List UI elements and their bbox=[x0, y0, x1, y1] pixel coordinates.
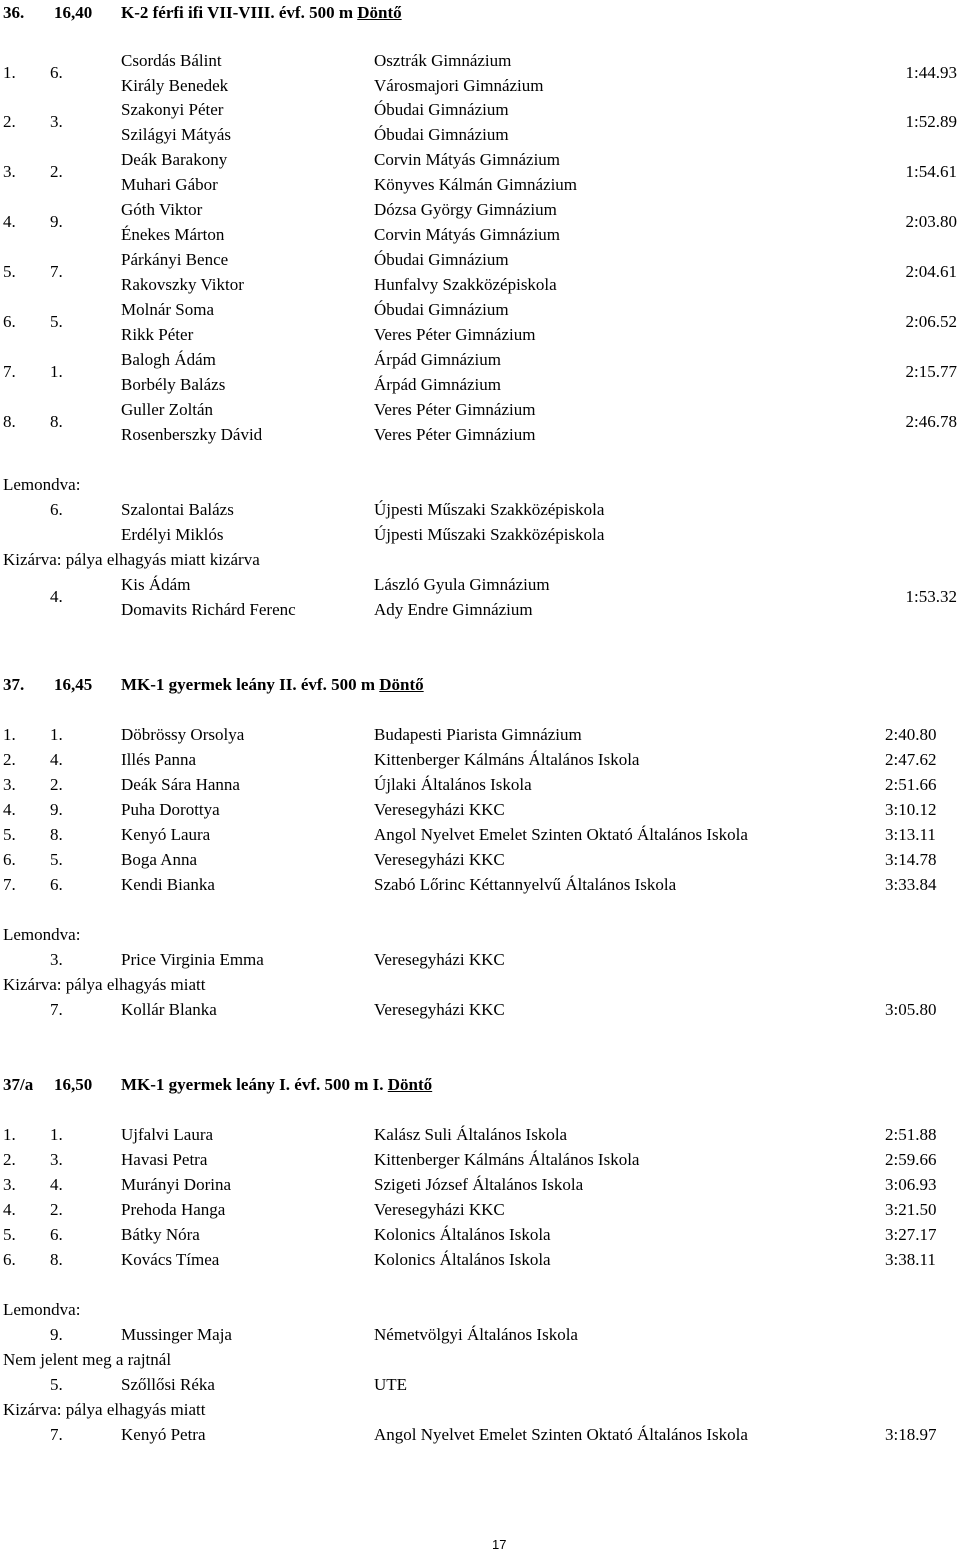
lane: 1. bbox=[50, 362, 63, 381]
school-name: Óbudai Gimnázium bbox=[374, 300, 509, 319]
event-time: 16,45 bbox=[54, 675, 93, 694]
result-time: 3:14.78 bbox=[885, 850, 937, 869]
place: 2. bbox=[3, 750, 16, 769]
place: 6. bbox=[3, 850, 16, 869]
school-name: Osztrák Gimnázium bbox=[374, 51, 512, 70]
lane: 6. bbox=[50, 1225, 63, 1244]
athlete-name: Price Virginia Emma bbox=[121, 950, 264, 969]
result-time: 2:47.62 bbox=[885, 750, 937, 769]
lane: 8. bbox=[50, 1250, 63, 1269]
lane: 9. bbox=[50, 1325, 63, 1344]
athlete-name: Párkányi Bence bbox=[121, 250, 229, 269]
athlete-name: Rosenberszky Dávid bbox=[121, 425, 263, 444]
athlete-name: Guller Zoltán bbox=[121, 400, 214, 419]
athlete-name: Domavits Richárd Ferenc bbox=[121, 600, 296, 619]
school-name: Corvin Mátyás Gimnázium bbox=[374, 150, 561, 169]
lane: 6. bbox=[50, 875, 63, 894]
lane: 7. bbox=[50, 262, 63, 281]
athlete-name: Havasi Petra bbox=[121, 1150, 208, 1169]
school-name: Németvölgyi Általános Iskola bbox=[374, 1325, 578, 1344]
school-name: Városmajori Gimnázium bbox=[374, 76, 544, 95]
lane: 6. bbox=[50, 63, 63, 82]
athlete-name: Mussinger Maja bbox=[121, 1325, 232, 1344]
school-name: Könyves Kálmán Gimnázium bbox=[374, 175, 578, 194]
result-time: 1:44.93 bbox=[905, 63, 957, 82]
result-time: 1:54.61 bbox=[905, 162, 957, 181]
lane: 5. bbox=[50, 1375, 63, 1394]
event-title: K-2 férfi ifi VII-VIII. évf. 500 m Döntő bbox=[121, 3, 402, 22]
event-title: MK-1 gyermek leány I. évf. 500 m I. Döntő bbox=[121, 1075, 433, 1094]
note-label: Lemondva: bbox=[3, 475, 81, 494]
school-name: Óbudai Gimnázium bbox=[374, 100, 509, 119]
lane: 9. bbox=[50, 212, 63, 231]
lane: 8. bbox=[50, 412, 63, 431]
place: 6. bbox=[3, 312, 16, 331]
result-time: 1:53.32 bbox=[905, 587, 957, 606]
result-time: 2:40.80 bbox=[885, 725, 937, 744]
lane: 5. bbox=[50, 850, 63, 869]
place: 1. bbox=[3, 1125, 16, 1144]
result-time: 3:38.11 bbox=[885, 1250, 936, 1269]
athlete-name: Kis Ádám bbox=[121, 575, 191, 594]
note-label: Kizárva: pálya elhagyás miatt kizárva bbox=[3, 550, 260, 569]
place: 4. bbox=[3, 1200, 16, 1219]
lane: 2. bbox=[50, 1200, 63, 1219]
lane: 9. bbox=[50, 800, 63, 819]
page-number: 17 bbox=[492, 1537, 507, 1552]
place: 6. bbox=[3, 1250, 16, 1269]
athlete-name: Rakovszky Viktor bbox=[121, 275, 244, 294]
school-name: Óbudai Gimnázium bbox=[374, 125, 509, 144]
school-name: Kittenberger Kálmáns Általános Iskola bbox=[374, 750, 640, 769]
place: 7. bbox=[3, 362, 16, 381]
athlete-name: Csordás Bálint bbox=[121, 51, 222, 70]
result-time: 3:27.17 bbox=[885, 1225, 937, 1244]
athlete-name: Szilágyi Mátyás bbox=[121, 125, 232, 144]
note-label: Lemondva: bbox=[3, 925, 81, 944]
lane: 2. bbox=[50, 775, 63, 794]
athlete-name: Murányi Dorina bbox=[121, 1175, 232, 1194]
event-title: MK-1 gyermek leány II. évf. 500 m Döntő bbox=[121, 675, 424, 694]
school-name: Ady Endre Gimnázium bbox=[374, 600, 533, 619]
school-name: Angol Nyelvet Emelet Szinten Oktató Általános Iskola bbox=[374, 825, 748, 844]
event-number: 37/a bbox=[3, 1075, 34, 1094]
athlete-name: Molnár Soma bbox=[121, 300, 215, 319]
place: 5. bbox=[3, 825, 16, 844]
school-name: Óbudai Gimnázium bbox=[374, 250, 509, 269]
place: 4. bbox=[3, 212, 16, 231]
athlete-name: Borbély Balázs bbox=[121, 375, 226, 394]
lane: 5. bbox=[50, 312, 63, 331]
note-label: Lemondva: bbox=[3, 1300, 81, 1319]
lane: 3. bbox=[50, 950, 63, 969]
lane: 1. bbox=[50, 1125, 63, 1144]
school-name: Veres Péter Gimnázium bbox=[374, 325, 536, 344]
note-label: Kizárva: pálya elhagyás miatt bbox=[3, 975, 206, 994]
result-time: 2:03.80 bbox=[905, 212, 957, 231]
result-time: 2:59.66 bbox=[885, 1150, 937, 1169]
school-name: Újpesti Műszaki Szakközépiskola bbox=[374, 525, 605, 544]
place: 1. bbox=[3, 725, 16, 744]
result-time: 2:46.78 bbox=[905, 412, 957, 431]
lane: 1. bbox=[50, 725, 63, 744]
school-name: Kolonics Általános Iskola bbox=[374, 1225, 551, 1244]
athlete-name: Góth Viktor bbox=[121, 200, 203, 219]
result-time: 2:04.61 bbox=[905, 262, 957, 281]
place: 5. bbox=[3, 262, 16, 281]
place: 3. bbox=[3, 162, 16, 181]
athlete-name: Ujfalvi Laura bbox=[121, 1125, 214, 1144]
athlete-name: Boga Anna bbox=[121, 850, 198, 869]
event-number: 37. bbox=[3, 675, 25, 694]
school-name: Árpád Gimnázium bbox=[374, 350, 501, 369]
athlete-name: Illés Panna bbox=[121, 750, 197, 769]
school-name: Kalász Suli Általános Iskola bbox=[374, 1125, 568, 1144]
athlete-name: Balogh Ádám bbox=[121, 350, 216, 369]
lane: 4. bbox=[50, 587, 63, 606]
note-label: Nem jelent meg a rajtnál bbox=[3, 1350, 172, 1369]
athlete-name: Kenyó Petra bbox=[121, 1425, 206, 1444]
lane: 3. bbox=[50, 112, 63, 131]
result-time: 2:06.52 bbox=[905, 312, 957, 331]
result-time: 3:10.12 bbox=[885, 800, 937, 819]
athlete-name: Kovács Tímea bbox=[121, 1250, 220, 1269]
athlete-name: Deák Sára Hanna bbox=[121, 775, 240, 794]
result-time: 3:21.50 bbox=[885, 1200, 937, 1219]
place: 4. bbox=[3, 800, 16, 819]
event-time: 16,50 bbox=[54, 1075, 93, 1094]
result-time: 3:06.93 bbox=[885, 1175, 937, 1194]
athlete-name: Deák Barakony bbox=[121, 150, 228, 169]
school-name: Hunfalvy Szakközépiskola bbox=[374, 275, 557, 294]
school-name: Veresegyházi KKC bbox=[374, 1000, 505, 1019]
result-time: 2:15.77 bbox=[905, 362, 957, 381]
lane: 3. bbox=[50, 1150, 63, 1169]
school-name: Veresegyházi KKC bbox=[374, 950, 505, 969]
place: 1. bbox=[3, 63, 16, 82]
lane: 2. bbox=[50, 162, 63, 181]
school-name: Corvin Mátyás Gimnázium bbox=[374, 225, 561, 244]
school-name: Újpesti Műszaki Szakközépiskola bbox=[374, 500, 605, 519]
school-name: Kittenberger Kálmáns Általános Iskola bbox=[374, 1150, 640, 1169]
place: 3. bbox=[3, 1175, 16, 1194]
athlete-name: Rikk Péter bbox=[121, 325, 194, 344]
school-name: Dózsa György Gimnázium bbox=[374, 200, 557, 219]
school-name: Angol Nyelvet Emelet Szinten Oktató Általános Iskola bbox=[374, 1425, 748, 1444]
athlete-name: Szakonyi Péter bbox=[121, 100, 224, 119]
event-time: 16,40 bbox=[54, 3, 93, 22]
school-name: Veres Péter Gimnázium bbox=[374, 400, 536, 419]
lane: 7. bbox=[50, 1425, 63, 1444]
athlete-name: Király Benedek bbox=[121, 76, 229, 95]
school-name: Veresegyházi KKC bbox=[374, 850, 505, 869]
event-number: 36. bbox=[3, 3, 25, 22]
result-time: 1:52.89 bbox=[905, 112, 957, 131]
athlete-name: Szalontai Balázs bbox=[121, 500, 234, 519]
athlete-name: Kenyó Laura bbox=[121, 825, 211, 844]
athlete-name: Prehoda Hanga bbox=[121, 1200, 226, 1219]
athlete-name: Bátky Nóra bbox=[121, 1225, 200, 1244]
school-name: Veresegyházi KKC bbox=[374, 1200, 505, 1219]
lane: 7. bbox=[50, 1000, 63, 1019]
school-name: UTE bbox=[374, 1375, 408, 1394]
school-name: Budapesti Piarista Gimnázium bbox=[374, 725, 582, 744]
lane: 6. bbox=[50, 500, 63, 519]
result-time: 2:51.66 bbox=[885, 775, 937, 794]
place: 5. bbox=[3, 1225, 16, 1244]
school-name: Újlaki Általános Iskola bbox=[374, 775, 532, 794]
athlete-name: Kollár Blanka bbox=[121, 1000, 217, 1019]
school-name: Kolonics Általános Iskola bbox=[374, 1250, 551, 1269]
athlete-name: Énekes Márton bbox=[121, 225, 225, 244]
result-time: 3:33.84 bbox=[885, 875, 937, 894]
result-time: 3:13.11 bbox=[885, 825, 936, 844]
place: 7. bbox=[3, 875, 16, 894]
school-name: Szabó Lőrinc Kéttannyelvű Általános Iskola bbox=[374, 875, 677, 894]
school-name: Árpád Gimnázium bbox=[374, 375, 501, 394]
athlete-name: Kendi Bianka bbox=[121, 875, 215, 894]
school-name: Veres Péter Gimnázium bbox=[374, 425, 536, 444]
result-time: 2:51.88 bbox=[885, 1125, 937, 1144]
result-time: 3:18.97 bbox=[885, 1425, 937, 1444]
athlete-name: Szőllősi Réka bbox=[121, 1375, 215, 1394]
place: 2. bbox=[3, 1150, 16, 1169]
school-name: László Gyula Gimnázium bbox=[374, 575, 550, 594]
athlete-name: Muhari Gábor bbox=[121, 175, 218, 194]
athlete-name: Erdélyi Miklós bbox=[121, 525, 224, 544]
place: 3. bbox=[3, 775, 16, 794]
school-name: Szigeti József Általános Iskola bbox=[374, 1175, 584, 1194]
athlete-name: Puha Dorottya bbox=[121, 800, 220, 819]
place: 2. bbox=[3, 112, 16, 131]
place: 8. bbox=[3, 412, 16, 431]
note-label: Kizárva: pálya elhagyás miatt bbox=[3, 1400, 206, 1419]
lane: 4. bbox=[50, 1175, 63, 1194]
school-name: Veresegyházi KKC bbox=[374, 800, 505, 819]
lane: 8. bbox=[50, 825, 63, 844]
lane: 4. bbox=[50, 750, 63, 769]
athlete-name: Döbrössy Orsolya bbox=[121, 725, 245, 744]
result-time: 3:05.80 bbox=[885, 1000, 937, 1019]
